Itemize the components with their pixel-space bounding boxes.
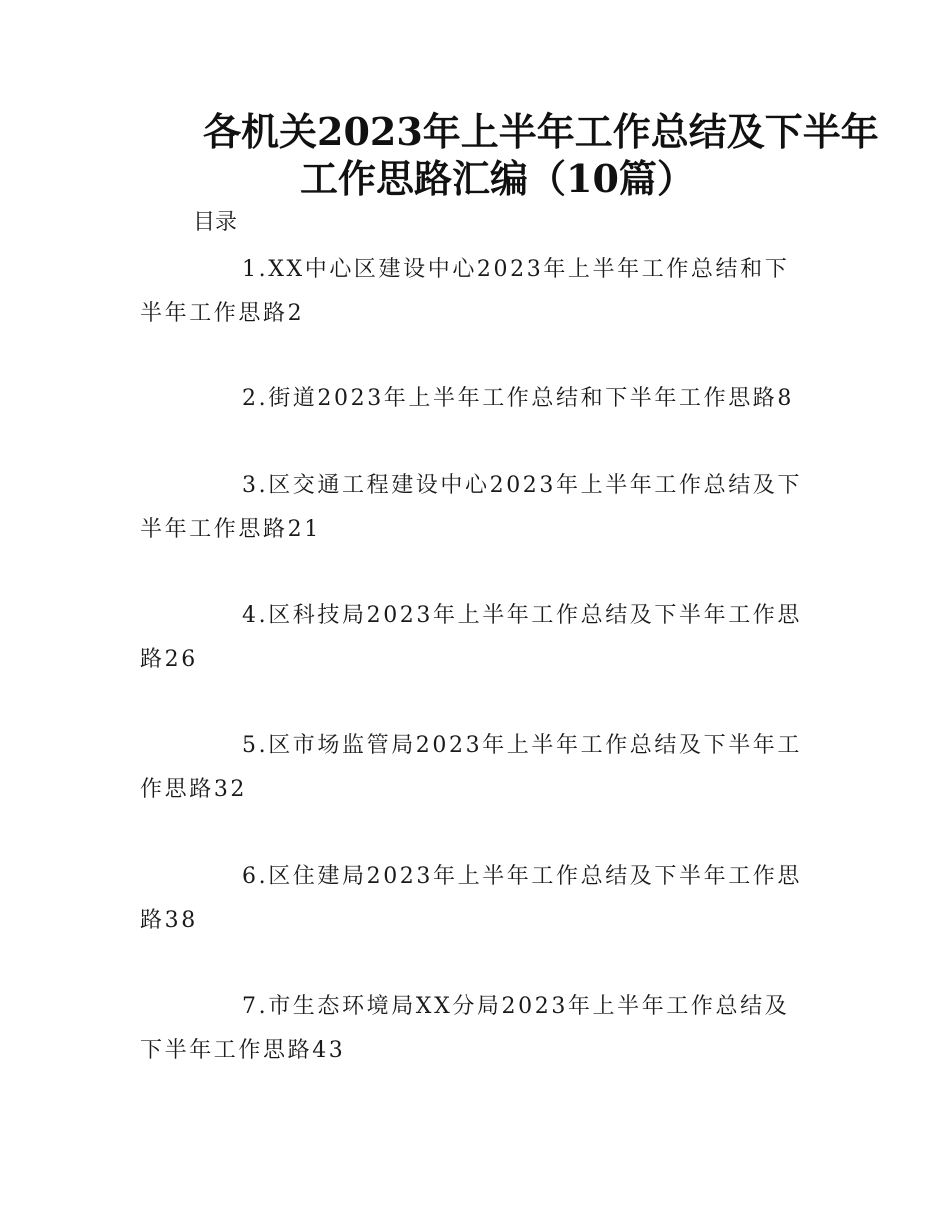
toc-item-number: 2. <box>242 386 269 411</box>
toc-item-page: 32 <box>213 777 248 802</box>
toc-heading: 目录 <box>193 210 238 235</box>
document-title-line-1: 各机关2023年上半年工作总结及下半年 <box>203 109 879 154</box>
toc-item-text: 区科技局2023年上半年工作总结及下半年工作思路 <box>140 603 802 672</box>
toc-item-page: 26 <box>164 647 198 672</box>
toc-item-number: 6. <box>242 864 269 889</box>
toc-item-number: 3. <box>242 473 269 498</box>
toc-item-text: 区住建局2023年上半年工作总结及下半年工作思路 <box>140 864 802 933</box>
toc-item-text: 区市场监管局2023年上半年工作总结及下半年工作思路 <box>140 733 802 802</box>
toc-item-page: 43 <box>312 1038 346 1063</box>
toc-item-page: 38 <box>164 908 198 933</box>
toc-item[interactable] <box>140 464 806 552</box>
toc-item-number: 7. <box>242 994 269 1019</box>
toc-item[interactable] <box>140 855 806 943</box>
toc-item[interactable] <box>140 377 806 421</box>
toc-item-page: 21 <box>287 517 321 542</box>
document-title-line-2: 工作思路汇编（10篇） <box>300 156 695 201</box>
toc-item-text: 区交通工程建设中心2023年上半年工作总结及下半年工作思路 <box>140 473 802 542</box>
toc-item[interactable] <box>140 248 806 336</box>
toc-item-text: 市生态环境局XX分局2023年上半年工作总结及下半年工作思路 <box>140 994 790 1063</box>
toc-item-number: 1. <box>242 257 269 282</box>
toc-item-text: 街道2023年上半年工作总结和下半年工作思路 <box>268 386 778 411</box>
toc-item[interactable] <box>140 985 806 1073</box>
toc-item-page: 8 <box>777 386 795 411</box>
toc-item-number: 4. <box>242 603 269 628</box>
toc-item-text: XX中心区建设中心2023年上半年工作总结和下半年工作思路 <box>140 257 790 326</box>
toc-item-number: 5. <box>242 733 269 758</box>
toc-item[interactable] <box>140 594 806 682</box>
toc-item[interactable] <box>140 724 806 812</box>
toc-item-page: 2 <box>287 301 305 326</box>
